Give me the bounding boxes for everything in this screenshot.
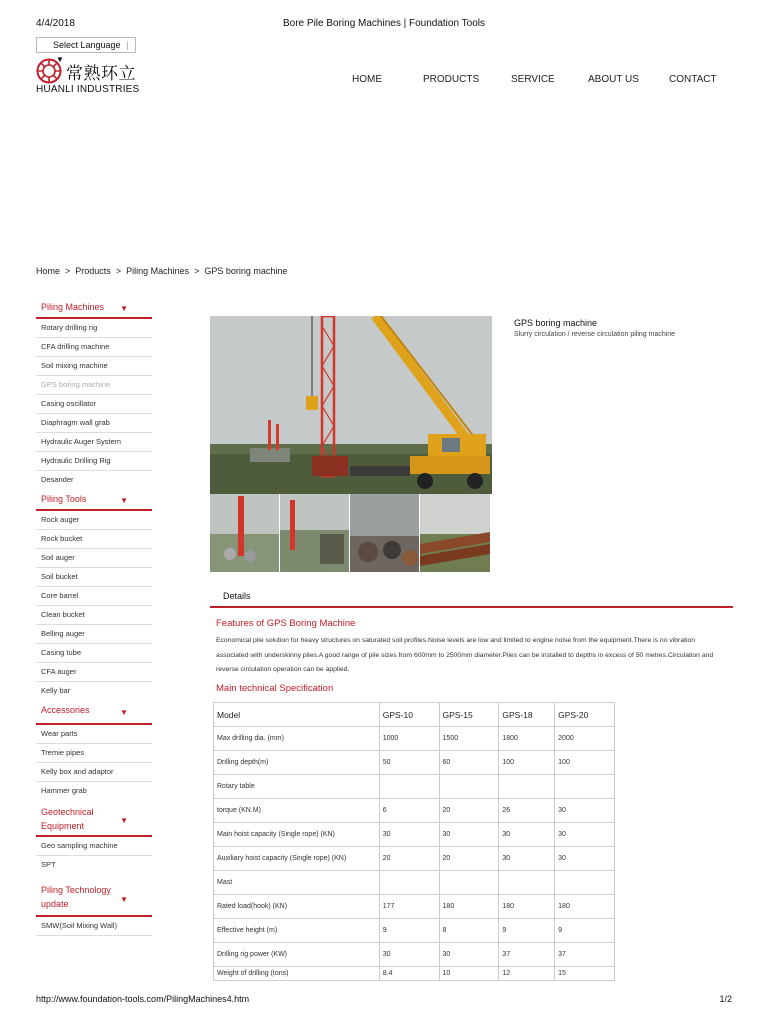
- spec-cell: [379, 871, 439, 895]
- spec-cell: 1500: [439, 727, 499, 751]
- table-row: [214, 823, 615, 847]
- spec-cell: Drilling depth(m): [214, 751, 380, 775]
- spec-header-cell: GPS-10: [379, 703, 439, 727]
- spec-cell: 15: [555, 967, 615, 981]
- table-row: [214, 871, 615, 895]
- details-tab-bar: [210, 586, 733, 608]
- sidebar-category-piling-tools[interactable]: [36, 490, 152, 511]
- spec-cell: 30: [555, 799, 615, 823]
- spec-cell: 37: [499, 943, 555, 967]
- sidebar: [36, 298, 152, 936]
- sidebar-category-label: Piling Machines: [41, 302, 105, 312]
- sidebar-item-core-barrel[interactable]: Core barrel: [36, 587, 152, 606]
- sidebar-category-geotechnical-equipment[interactable]: [36, 801, 152, 837]
- thumbnail-image[interactable]: [280, 494, 350, 572]
- product-main-image[interactable]: [210, 316, 492, 494]
- chevron-down-icon: ▼: [56, 55, 64, 64]
- sidebar-item-cfa-drilling-machine[interactable]: CFA drilling machine: [36, 338, 152, 357]
- spec-cell: 1000: [379, 727, 439, 751]
- sidebar-item-hammer-grab[interactable]: Hammer grab: [41, 786, 87, 795]
- table-row: [214, 799, 615, 823]
- features-description: Economical pile solution for heavy structures on saturated soil profiles.Noise levels are low and limited to engine noise from the equipment.There is no vibration associated with underskinny piles.A good range of pile sizes from 600mm to 2500mm diameter.Piles can be installed to depths in excess of 50 metres.Circulation and reverse circulation operation can be applied.: [216, 637, 714, 673]
- sidebar-item-belling-auger[interactable]: Belling auger: [36, 625, 152, 644]
- spec-cell: 20: [439, 799, 499, 823]
- print-header: [36, 18, 732, 32]
- spec-cell: Weight of drilling (tons): [214, 967, 380, 981]
- sidebar-item-wear-parts[interactable]: Wear parts: [36, 725, 152, 744]
- spec-cell: 30: [379, 943, 439, 967]
- spec-cell: 10: [439, 967, 499, 981]
- spec-cell: [499, 775, 555, 799]
- product-title: GPS boring machine: [514, 318, 598, 328]
- thumbnail-image[interactable]: [420, 494, 490, 572]
- table-row: [214, 847, 615, 871]
- spec-cell: 30: [499, 823, 555, 847]
- sidebar-item-soil-bucket[interactable]: Soil bucket: [36, 568, 152, 587]
- table-row: [214, 967, 615, 981]
- thumbnail-photo: [350, 494, 420, 572]
- sidebar-item-tremie-pipes[interactable]: Tremie pipes: [36, 744, 152, 763]
- crane-rig-photo: [210, 316, 492, 494]
- spec-cell: 177: [379, 895, 439, 919]
- sidebar-item-cfa-auger[interactable]: CFA auger: [36, 663, 152, 682]
- spec-cell: 37: [555, 943, 615, 967]
- spec-cell: 26: [499, 799, 555, 823]
- sidebar-item-hydraulic-auger-system[interactable]: Hydraulic Auger System: [36, 433, 152, 452]
- sidebar-item-rock-bucket[interactable]: Rock bucket: [36, 530, 152, 549]
- sidebar-item-kelly-bar[interactable]: Kelly bar: [41, 686, 71, 695]
- spec-cell: 180: [439, 895, 499, 919]
- spec-cell: Drilling rig power (KW): [214, 943, 380, 967]
- caret-down-icon: ▼: [120, 708, 128, 717]
- sidebar-item-geo-sampling-machine[interactable]: Geo sampling machine: [36, 837, 152, 856]
- caret-down-icon: ▼: [120, 895, 128, 904]
- caret-down-icon: ▼: [120, 495, 128, 505]
- table-row: [214, 751, 615, 775]
- spec-cell: Max drilling dia. (mm): [214, 727, 380, 751]
- features-heading: Features of GPS Boring Machine: [216, 618, 356, 629]
- table-row: [214, 919, 615, 943]
- tab-details[interactable]: Details: [223, 591, 251, 601]
- sidebar-item-kelly-box-and-adaptor[interactable]: Kelly box and adaptor: [36, 763, 152, 782]
- spec-cell: [555, 775, 615, 799]
- sidebar-category-piling-machines[interactable]: [36, 298, 152, 319]
- nav-products[interactable]: PRODUCTS: [423, 74, 480, 85]
- sidebar-category-label: Accessories: [41, 705, 90, 715]
- logo[interactable]: [36, 56, 146, 96]
- spec-cell: Auxiliary hoist capacity (Single rope) (KN): [214, 847, 380, 871]
- logo-english-name: HUANLI INDUSTRIES: [36, 84, 140, 95]
- spec-cell: 30: [555, 847, 615, 871]
- print-title: Bore Pile Boring Machines | Foundation Tools: [283, 18, 485, 29]
- nav-home[interactable]: HOME: [352, 74, 382, 85]
- spec-cell: 50: [379, 751, 439, 775]
- spec-cell: [555, 871, 615, 895]
- sidebar-item-gps-boring-machine[interactable]: GPS boring machine: [36, 376, 152, 395]
- spec-cell: 100: [555, 751, 615, 775]
- thumbnail-image[interactable]: [210, 494, 280, 572]
- sidebar-category-piling-technology-update[interactable]: [36, 879, 152, 917]
- spec-cell: 6: [379, 799, 439, 823]
- spec-cell: 60: [439, 751, 499, 775]
- caret-down-icon: ▼: [120, 303, 128, 313]
- spec-cell: 30: [379, 823, 439, 847]
- spec-cell: 12: [499, 967, 555, 981]
- spec-header-cell: GPS-15: [439, 703, 499, 727]
- spec-table: [213, 702, 615, 981]
- sidebar-item-casing-oscillator[interactable]: Casing oscillator: [36, 395, 152, 414]
- spec-cell: [379, 775, 439, 799]
- spec-cell: Main hoist capacity (Single rope) (KN): [214, 823, 380, 847]
- spec-cell: Rated load(hook) (KN): [214, 895, 380, 919]
- sidebar-category-accessories[interactable]: [36, 701, 152, 725]
- spec-cell: 30: [439, 823, 499, 847]
- print-date: 4/4/2018: [36, 18, 75, 29]
- spec-cell: torque (KN.M): [214, 799, 380, 823]
- spec-cell: [439, 775, 499, 799]
- breadcrumb-separator: >: [115, 266, 122, 276]
- table-row: [214, 895, 615, 919]
- sidebar-item-spt[interactable]: SPT: [41, 860, 56, 869]
- thumbnail-photo: [210, 494, 280, 572]
- spec-cell: Mast: [214, 871, 380, 895]
- print-page-number: 1/2: [719, 994, 732, 1004]
- language-select-divider: |: [126, 40, 129, 50]
- spec-cell: 20: [379, 847, 439, 871]
- spec-cell: 180: [555, 895, 615, 919]
- caret-down-icon: ▼: [120, 816, 128, 825]
- sidebar-category-label: Piling Tools: [41, 494, 87, 504]
- sidebar-item-smw-soil-mixing-wall[interactable]: SMW(Soil Mixing Wall): [36, 917, 152, 936]
- sidebar-category-label: Piling Technology update: [41, 885, 111, 909]
- spec-cell: Rotary table: [214, 775, 380, 799]
- table-row: [214, 727, 615, 751]
- spec-header-row: [214, 703, 615, 727]
- thumbnail-photo: [280, 494, 350, 572]
- spec-cell: Effective height (m): [214, 919, 380, 943]
- spec-cell: 20: [439, 847, 499, 871]
- spec-heading: Main technical Specification: [216, 683, 334, 694]
- sidebar-item-clean-bucket[interactable]: Clean bucket: [36, 606, 152, 625]
- spec-header-cell: GPS-20: [555, 703, 615, 727]
- spec-cell: [439, 871, 499, 895]
- language-select[interactable]: [36, 37, 136, 64]
- huanli-emblem-icon: [36, 58, 62, 84]
- spec-cell: 8: [439, 919, 499, 943]
- spec-cell: 1800: [499, 727, 555, 751]
- spec-header-cell: Model: [214, 703, 380, 727]
- sidebar-item-rock-auger[interactable]: Rock auger: [36, 511, 152, 530]
- spec-cell: 8.4: [379, 967, 439, 981]
- spec-cell: 30: [439, 943, 499, 967]
- product-subtitle: Slurry circulation / reverse circulation piling machine: [514, 331, 676, 338]
- sidebar-item-soil-auger[interactable]: Soil auger: [36, 549, 152, 568]
- language-select-label: Select Language: [53, 40, 121, 50]
- spec-header-cell: GPS-18: [499, 703, 555, 727]
- sidebar-item-casing-tube[interactable]: Casing tube: [36, 644, 152, 663]
- breadcrumb-piling-machines[interactable]: Piling Machines: [126, 266, 190, 276]
- product-thumbnails: [210, 494, 492, 572]
- spec-cell: 30: [499, 847, 555, 871]
- main-nav: [330, 74, 740, 88]
- breadcrumb-home[interactable]: Home: [36, 266, 61, 276]
- sidebar-item-desander[interactable]: Desander: [41, 475, 74, 484]
- spec-cell: 9: [499, 919, 555, 943]
- thumbnail-image[interactable]: [350, 494, 420, 572]
- breadcrumb: [36, 266, 287, 276]
- breadcrumb-current: GPS boring machine: [204, 266, 288, 276]
- sidebar-item-soil-mixing-machine[interactable]: Soil mixing machine: [36, 357, 152, 376]
- sidebar-category-label: Geotechnical Equipment: [41, 807, 94, 831]
- table-row: [214, 775, 615, 799]
- spec-cell: 9: [555, 919, 615, 943]
- sidebar-item-rotary-drilling-rig[interactable]: Rotary drilling rig: [36, 319, 152, 338]
- breadcrumb-separator: >: [194, 266, 200, 276]
- spec-cell: 30: [555, 823, 615, 847]
- thumbnail-photo: [420, 494, 490, 572]
- sidebar-item-diaphragm-wall-grab[interactable]: Diaphragm wall grab: [36, 414, 152, 433]
- nav-about-us[interactable]: ABOUT US: [588, 74, 639, 85]
- sidebar-item-hydraulic-drilling-rig[interactable]: Hydraulic Drilling Rig: [36, 452, 152, 471]
- logo-chinese-name: 常熟环立: [66, 64, 136, 84]
- spec-cell: 2000: [555, 727, 615, 751]
- nav-contact[interactable]: CONTACT: [669, 74, 717, 85]
- spec-cell: 180: [499, 895, 555, 919]
- nav-service[interactable]: SERVICE: [511, 74, 555, 85]
- breadcrumb-separator: >: [65, 266, 71, 276]
- spec-cell: 100: [499, 751, 555, 775]
- breadcrumb-products[interactable]: Products: [75, 266, 111, 276]
- print-footer: [36, 994, 732, 1006]
- print-url: http://www.foundation-tools.com/PilingMachines4.htm: [36, 994, 250, 1004]
- spec-cell: [499, 871, 555, 895]
- table-row: [214, 943, 615, 967]
- spec-cell: 9: [379, 919, 439, 943]
